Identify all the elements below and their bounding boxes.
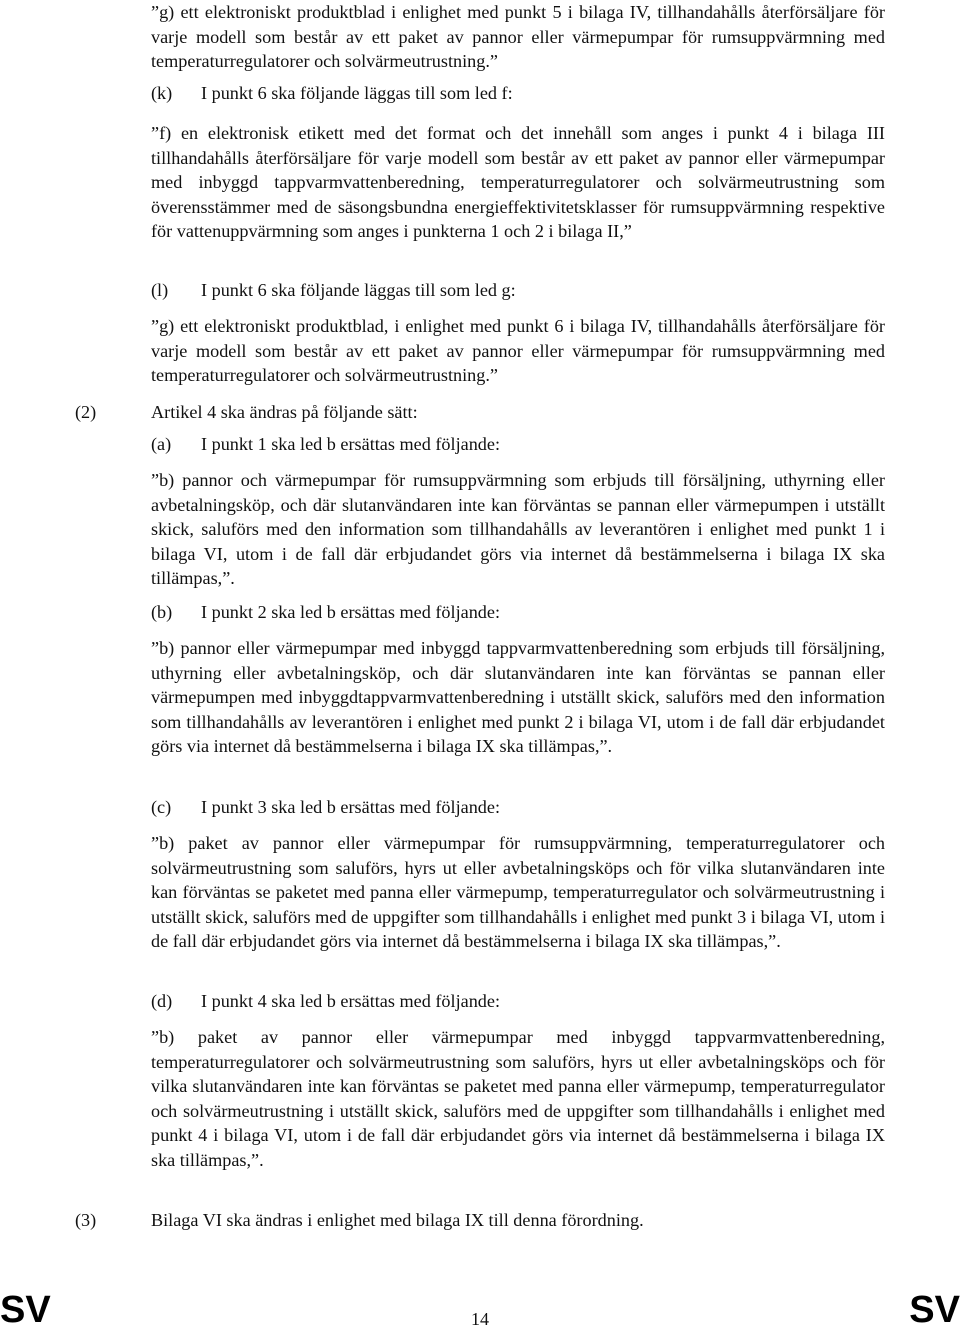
item-c-label: (c) [151,797,172,817]
item-k-label: (k) [151,83,173,103]
paragraph-b-boilers-water: ”b) pannor eller värmepumpar med inbyggd tappvarmvattenberedning som erbjuds till försäljning, uthyrning eller avbetalningsköp, och där slutanvändaren inte kan förväntas se pannan eller värmepumpen med inbyggdtappvarmvattenberedning i utställt skick, saluförs med den information som tillhandahålls av leverantören i enlighet med punkt 2 i bilaga VI, utom i de fall där erbjudandet görs via internet då bestämmelserna i bilaga IX ska tillämpas,”. [151,638,885,757]
item-d-text: I punkt 4 ska led b ersättas med följande: [201,991,501,1011]
item-3-label: (3) [75,1210,97,1230]
item-b-text: I punkt 2 ska led b ersättas med följande: [201,602,501,622]
paragraph-g-product-sheet-2: ”g) ett elektroniskt produktblad, i enlighet med punkt 6 i bilaga IV, tillhandahålls återförsäljare för varje modell som består av ett paket av pannor eller värmepumpar för rumsuppvärmning med temperaturregulatorer och solvärmeutrustning.” [151,316,885,386]
item-k-text: I punkt 6 ska följande läggas till som led f: [201,83,513,103]
item-2-label: (2) [75,402,97,422]
item-a-text: I punkt 1 ska led b ersättas med följande: [201,434,501,454]
item-3-text: Bilaga VI ska ändras i enlighet med bilaga IX till denna förordning. [151,1210,644,1230]
paragraph-g-product-sheet: ”g) ett elektroniskt produktblad i enlighet med punkt 5 i bilaga IV, tillhandahålls återförsäljare för varje modell som består av ett paket av pannor eller värmepumpar för rumsuppvärmning med temperaturregulatorer och solvärmeutrustning.” [151,2,885,72]
paragraph-b-boilers: ”b) pannor och värmepumpar för rumsuppvärmning som erbjuds till försäljning, uthyrning eller avbetalningsköp, och där slutanvändaren inte kan förväntas se pannan eller värmepumpen i utställt skick, saluförs med den information som tillhandahålls av leverantören i enlighet med punkt 1 i bilaga VI, utom i de fall där erbjudandet görs via internet då bestämmelserna i bilaga IX ska tillämpas,”. [151,470,885,589]
item-c-text: I punkt 3 ska led b ersättas med följande: [201,797,501,817]
item-l-label: (l) [151,280,169,300]
item-l-text: I punkt 6 ska följande läggas till som led g: [201,280,516,300]
item-2-text: Artikel 4 ska ändras på följande sätt: [151,402,418,422]
footer-language-right: SV [909,1289,960,1331]
item-d-label: (d) [151,991,173,1011]
footer-language-left: SV [0,1289,51,1331]
paragraph-b-packages: ”b) paket av pannor eller värmepumpar för rumsuppvärmning, temperaturregulatorer och solvärmeutrustning som saluförs, hyrs ut eller avbetalningsköps och för vilka slutanvändaren inte kan förväntas se paketet med panna eller värmepump, temperaturregulator och solvärmeutrustning i utställt skick, saluförs med de uppgifter som tillhandahålls i enlighet med punkt 3 i bilaga VI, utom i de fall där erbjudandet görs via internet då bestämmelserna i bilaga IX ska tillämpas,”. [151,833,885,952]
page-number: 14 [471,1309,489,1329]
item-b-label: (b) [151,602,173,622]
item-a-label: (a) [151,434,172,454]
paragraph-b-packages-water: ”b) paket av pannor eller värmepumpar med inbyggd tappvarmvattenberedning, temperaturregulatorer och solvärmeutrustning som saluförs, hyrs ut eller avbetalningsköps och för vilka slutanvändaren inte kan förväntas se paketet med panna eller värmepump, temperaturregulator och solvärmeutrustning i utställt skick, saluförs med de uppgifter som tillhandahålls i enlighet med punkt 4 i bilaga VI, utom i de fall där erbjudandet görs via internet då bestämmelserna i bilaga IX ska tillämpas,”. [151,1027,885,1170]
paragraph-f-electronic-label: ”f) en elektronisk etikett med det format och det innehåll som anges i punkt 4 i bilaga III tillhandahålls återförsäljare för varje modell som består av ett paket av pannor eller värmepumpar med inbyggd tappvarmvattenberedning, temperaturregulatorer och solvärmeutrustning som överensstämmer med de säsongsbundna energieffektivitetsklasser för rumsuppvärmning respektive för vattenuppvärmning som anges i punkterna 1 och 2 i bilaga II,” [151,123,885,242]
